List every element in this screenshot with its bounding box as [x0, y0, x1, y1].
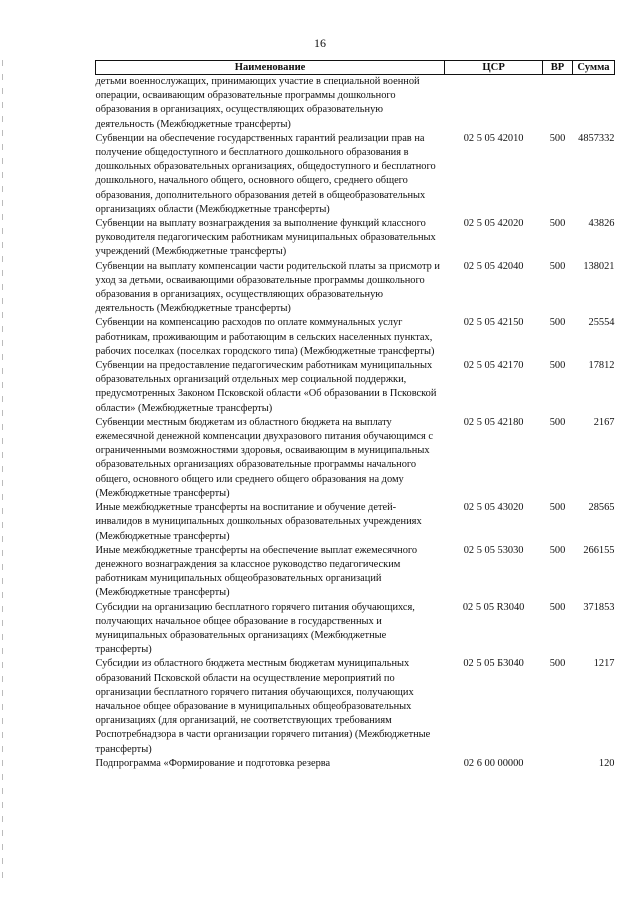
scan-edge-mark	[2, 60, 3, 880]
row-name: Субвенции на выплату вознаграждения за выполнение функций классного руководителя педагогическим работникам муниципальных образовательных учреждений (Межбюджетные трансферты)	[95, 218, 436, 258]
table-row	[96, 260, 615, 317]
row-csr: 02 5 05 43020	[463, 502, 524, 514]
row-csr: 02 5 05 42010	[463, 132, 524, 144]
row-name: Иные межбюджетные трансферты на воспитание и обучение детей-инвалидов в муниципальных дошкольных образовательных учреждениях (Межбюджетные трансферты)	[95, 502, 422, 542]
row-vr: 500	[549, 218, 566, 230]
header-csr: ЦСР	[445, 61, 543, 75]
row-name: Субсидии на организацию бесплатного горячего питания обучающихся, получающих начальное общее образование в государственных и муниципальных образовательных организациях (Межбюджетные трансферты)	[95, 601, 415, 656]
row-vr: 500	[549, 260, 566, 272]
table-row	[96, 75, 615, 132]
row-sum: 2167	[593, 416, 615, 428]
row-vr: 500	[549, 601, 566, 613]
budget-table	[95, 60, 615, 771]
table-row	[96, 501, 615, 544]
row-sum: 371853	[583, 601, 615, 613]
row-sum: 25554	[588, 317, 615, 329]
row-csr: 02 5 05 R3040	[462, 601, 525, 613]
row-name: Субвенции на компенсацию расходов по оплате коммунальных услуг работникам, проживающим и работающим в сельских населенных пунктах, рабочих поселках (поселках городского типа) (Межбюджетные трансферты)	[95, 317, 435, 357]
row-vr	[543, 75, 573, 132]
row-sum	[572, 75, 614, 132]
table-row	[96, 132, 615, 217]
row-csr: 02 5 05 53030	[463, 544, 524, 556]
table-row	[96, 544, 615, 601]
table-row	[96, 416, 615, 501]
row-name: Субвенции на обеспечение государственных гарантий реализации прав на получение общедоступного и бесплатного дошкольного образования в дошкольных образовательных организациях, общедоступного и бесплатного дошкольного, начального общего, основного общего, среднего общего образования, дополнительного образования детей в общеобразовательных организациях области (Межбюджетные трансферты)	[95, 132, 436, 215]
row-csr: 02 5 05 42170	[463, 360, 524, 372]
row-sum: 28565	[588, 502, 615, 514]
row-vr: 500	[549, 502, 566, 514]
page-number: 16	[314, 36, 326, 50]
row-name: Субсидии из областного бюджета местным бюджетам муниципальных образований Псковской области на осуществление мероприятий по организации бесплатного горячего питания обучающихся, получающих начальное общее образование в муниципальных общеобразовательных организациях (для организаций, не соответствующих требованиям Роспотребнадзора в части организации горячего питания) (Межбюджетные трансферты)	[95, 658, 431, 755]
row-name: Подпрограмма «Формирование и подготовка резерва	[95, 757, 331, 769]
table-row	[96, 601, 615, 658]
row-sum: 4857332	[578, 132, 615, 144]
row-vr	[543, 757, 573, 771]
row-csr: 02 6 00 00000	[463, 757, 524, 769]
table-row	[96, 757, 615, 771]
row-vr: 500	[549, 132, 566, 144]
row-csr: 02 5 05 42150	[463, 317, 524, 329]
row-sum: 120	[598, 757, 615, 769]
row-sum: 1217	[593, 658, 615, 670]
row-csr: 02 5 05 42040	[463, 260, 524, 272]
row-vr: 500	[549, 544, 566, 556]
table-row	[96, 657, 615, 756]
row-sum: 43826	[588, 218, 615, 230]
row-sum: 17812	[588, 360, 615, 372]
header-name: Наименование	[96, 61, 445, 75]
row-csr: 02 5 05 42020	[463, 218, 524, 230]
row-name: Иные межбюджетные трансферты на обеспечение выплат ежемесячного денежного вознаграждения за классное руководство педагогическим работникам муниципальных общеобразовательных организаций (Межбюджетные трансферты)	[95, 544, 418, 599]
table-row	[96, 359, 615, 416]
row-name: Субвенции на выплату компенсации части родительской платы за присмотр и уход за детьми, осваивающими образовательные программы дошкольного образования в организациях, осуществляющих образовательную деятельность (Межбюджетные трансферты)	[95, 260, 440, 315]
row-name: детьми военнослужащих, принимающих участие в специальной военной операции, осваивающим образовательные программы дошкольного образования в организациях, осуществляющих образовательную деятельность (Межбюджетные трансферты)	[95, 76, 420, 130]
header-sum: Сумма	[572, 61, 614, 75]
row-vr: 500	[549, 317, 566, 329]
row-csr	[445, 75, 543, 132]
row-name: Субвенции местным бюджетам из областного бюджета на выплату ежемесячной денежной компенсации двухразового питания обучающимся с ограниченными возможностями здоровья, осваивающим в муниципальных образовательных организациях образовательные программы начального общего, основного общего или среднего общего образования на дому (Межбюджетные трансферты)	[95, 416, 433, 499]
table-row	[96, 217, 615, 260]
row-csr: 02 5 05 42180	[463, 416, 524, 428]
row-vr: 500	[549, 360, 566, 372]
row-sum: 138021	[583, 260, 615, 272]
row-csr: 02 5 05 Б3040	[463, 658, 524, 670]
table-header-row	[96, 61, 615, 75]
row-name: Субвенции на предоставление педагогическим работникам муниципальных образовательных организаций отдельных мер социальной поддержки, предусмотренных Законом Псковской области «Об образовании в Псковской области» (Межбюджетные трансферты)	[95, 360, 437, 414]
table-row	[96, 316, 615, 359]
row-vr: 500	[549, 416, 566, 428]
row-sum: 266155	[583, 544, 615, 556]
header-vr: ВР	[543, 61, 573, 75]
row-vr: 500	[549, 658, 566, 670]
